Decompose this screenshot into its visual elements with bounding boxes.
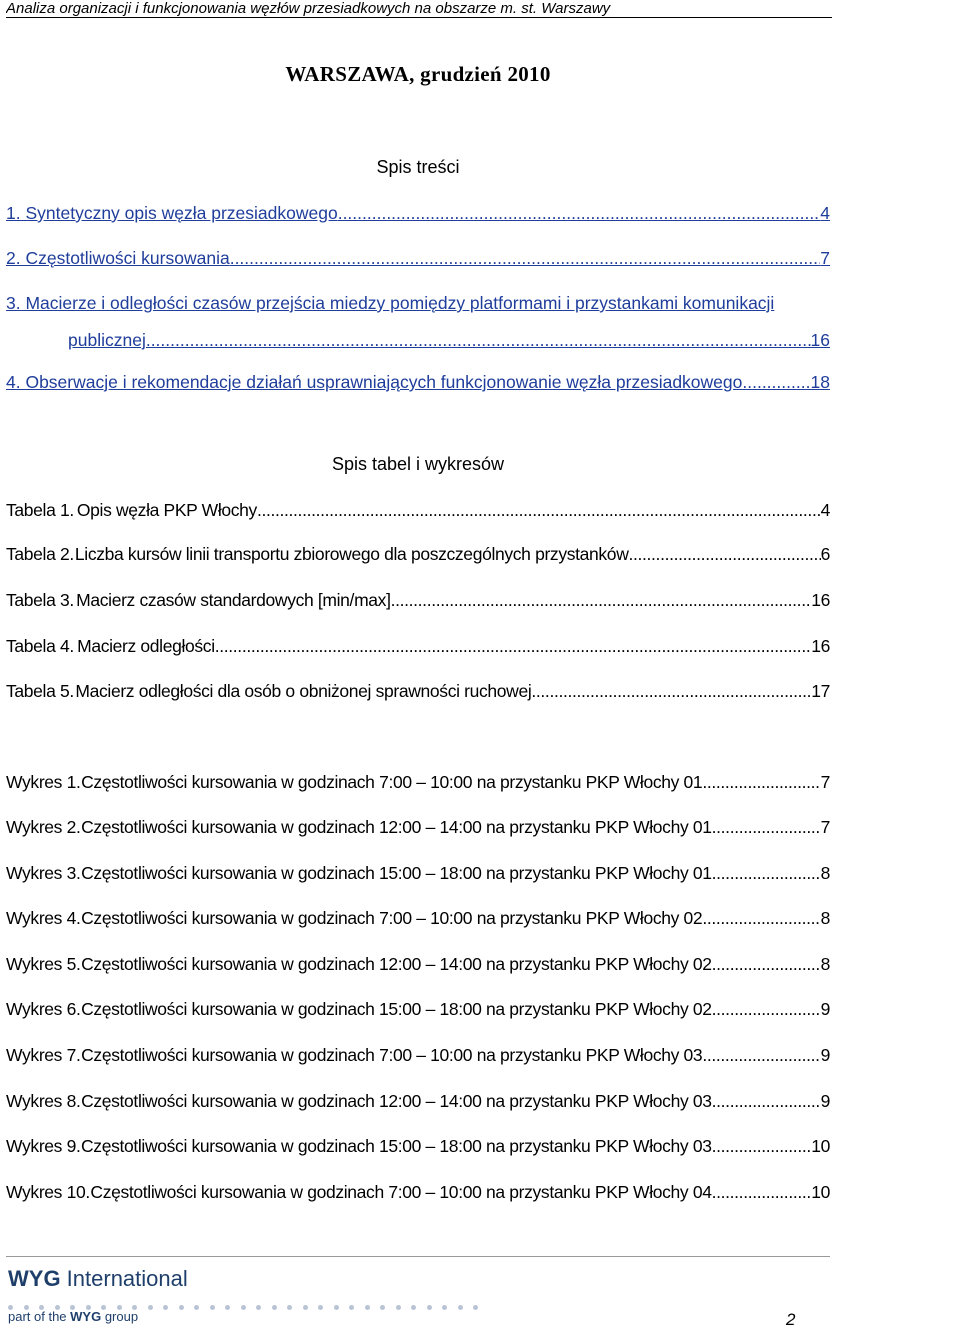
entry-text: Częstotliwości kursowania w godzinach 15:00 – 18:00 na przystanku PKP Włochy 03 [81,1136,712,1156]
entry-label: Tabela 5. [6,681,74,701]
brand-tagline-pre: part of the [8,1309,71,1324]
table-entry[interactable] [6,589,830,611]
brand-logo-rest: International [60,1266,188,1291]
entry-label: Wykres 9. [6,1136,81,1156]
date-line: WARSZAWA, grudzień 2010 [285,62,551,86]
toc-entry-text: publicznej [68,330,146,350]
toc-leader [230,247,821,269]
entry-label: Tabela 2. [6,544,74,564]
entry-text: Częstotliwości kursowania w godzinach 7:00 – 10:00 na przystanku PKP Włochy 01 [81,772,703,792]
chart-entry[interactable] [6,1135,830,1157]
entry-leader [215,635,811,657]
entry-label: Wykres 10. [6,1182,90,1202]
entry-label: Wykres 6. [6,999,81,1019]
toc-entry[interactable] [6,202,830,224]
entry-page: 4 [820,500,830,520]
toc-entry-continuation[interactable] [68,329,830,351]
entry-text: Liczba kursów linii transportu zbiorowego dla poszczególnych przystanków [74,544,629,564]
toc-entry-page: 7 [820,248,830,268]
entry-text: Częstotliwości kursowania w godzinach 12:00 – 14:00 na przystanku PKP Włochy 03 [81,1091,712,1111]
chart-entry[interactable] [6,816,830,838]
entry-page: 7 [820,817,830,837]
entry-leader [628,543,820,565]
entry-page: 8 [820,863,830,883]
entry-page: 16 [811,590,830,610]
entry-text: Częstotliwości kursowania w godzinach 12:00 – 14:00 na przystanku PKP Włochy 02 [81,954,712,974]
table-entry[interactable] [6,680,830,702]
entry-leader [712,1181,812,1203]
toc-title: Spis treści [376,157,460,177]
entry-text: Macierz czasów standardowych [min/max] [76,590,391,610]
toc-entry[interactable] [6,292,830,314]
brand-tagline [8,1309,138,1324]
toc-entry[interactable] [6,247,830,269]
table-entry[interactable] [6,635,830,657]
entry-leader [391,589,812,611]
toc-entry-page: 16 [810,330,830,350]
entry-leader [257,499,821,521]
brand-dot-pattern [8,1297,498,1305]
toc-entry-text: 4. Obserwacje i rekomendacje działań usprawniających funkcjonowanie węzła przesiadkowego [6,372,743,392]
entry-label: Wykres 4. [6,908,81,928]
table-entry[interactable] [6,499,830,521]
entry-text: Częstotliwości kursowania w godzinach 7:00 – 10:00 na przystanku PKP Włochy 03 [81,1045,703,1065]
entry-leader [712,1090,821,1112]
brand-tagline-post: group [101,1309,139,1324]
chart-entry[interactable] [6,862,830,884]
entry-label: Wykres 8. [6,1091,81,1111]
chart-entry[interactable] [6,1181,830,1203]
entry-label: Tabela 1. [6,500,74,520]
entry-label: Wykres 7. [6,1045,81,1065]
chart-entry[interactable] [6,998,830,1020]
entry-leader [712,1135,812,1157]
chart-entry[interactable] [6,1044,830,1066]
entry-leader [712,953,821,975]
entry-page: 9 [820,1045,830,1065]
entry-text: Częstotliwości kursowania w godzinach 15:00 – 18:00 na przystanku PKP Włochy 01 [81,863,712,883]
entry-page: 16 [811,636,830,656]
toc-leader [338,202,821,224]
table-entry[interactable] [6,543,830,565]
entry-page: 9 [820,999,830,1019]
entry-label: Wykres 3. [6,863,81,883]
running-header: Analiza organizacji i funkcjonowania węzłów przesiadkowych na obszarze m. st. Warszawy [6,0,832,18]
entry-label: Tabela 4. [6,636,74,656]
entry-text: Częstotliwości kursowania w godzinach 12:00 – 14:00 na przystanku PKP Włochy 01 [81,817,712,837]
tables-list-title: Spis tabel i wykresów [331,454,505,474]
entry-text: Częstotliwości kursowania w godzinach 7:00 – 10:00 na przystanku PKP Włochy 02 [81,908,703,928]
entry-text: Opis węzła PKP Włochy [76,500,257,520]
entry-text: Częstotliwości kursowania w godzinach 15:00 – 18:00 na przystanku PKP Włochy 02 [81,999,712,1019]
entry-leader [712,862,821,884]
chart-entry[interactable] [6,1090,830,1112]
entry-text: Częstotliwości kursowania w godzinach 7:00 – 10:00 na przystanku PKP Włochy 04 [90,1182,712,1202]
entry-label: Wykres 2. [6,817,81,837]
entry-leader [702,907,820,929]
entry-leader [702,771,820,793]
entry-text: Macierz odległości [77,636,215,656]
entry-leader [702,1044,820,1066]
page-number: 2 [786,1310,796,1329]
chart-entry[interactable] [6,771,830,793]
brand-tagline-bold: WYG [70,1309,102,1324]
brand-logo [8,1266,188,1292]
entry-leader [712,998,821,1020]
entry-label: Tabela 3. [6,590,74,610]
toc-entry-text: 3. Macierze i odległości czasów przejścia miedzy pomiędzy platformami i przystankami komunikacji [6,293,775,313]
toc-entry[interactable] [6,371,830,393]
entry-page: 7 [820,772,830,792]
toc-entry-page: 18 [810,372,830,392]
footer-divider [6,1256,830,1257]
chart-entry[interactable] [6,953,830,975]
toc-entry-text: 1. Syntetyczny opis węzła przesiadkowego [6,203,338,223]
entry-page: 9 [820,1091,830,1111]
chart-entry[interactable] [6,907,830,929]
toc-entry-page: 4 [820,203,830,223]
toc-leader [146,329,811,351]
entry-leader [531,680,811,702]
brand-logo-bold: WYG [8,1266,61,1291]
toc-leader [742,371,810,393]
entry-page: 10 [811,1136,830,1156]
entry-page: 10 [811,1182,830,1202]
entry-page: 17 [811,681,830,701]
entry-page: 6 [820,544,830,564]
entry-page: 8 [820,954,830,974]
entry-leader [712,816,821,838]
entry-label: Wykres 1. [6,772,81,792]
entry-text: Macierz odległości dla osób o obniżonej sprawności ruchowej [75,681,532,701]
entry-page: 8 [820,908,830,928]
entry-label: Wykres 5. [6,954,81,974]
toc-entry-text: 2. Częstotliwości kursowania [6,248,230,268]
